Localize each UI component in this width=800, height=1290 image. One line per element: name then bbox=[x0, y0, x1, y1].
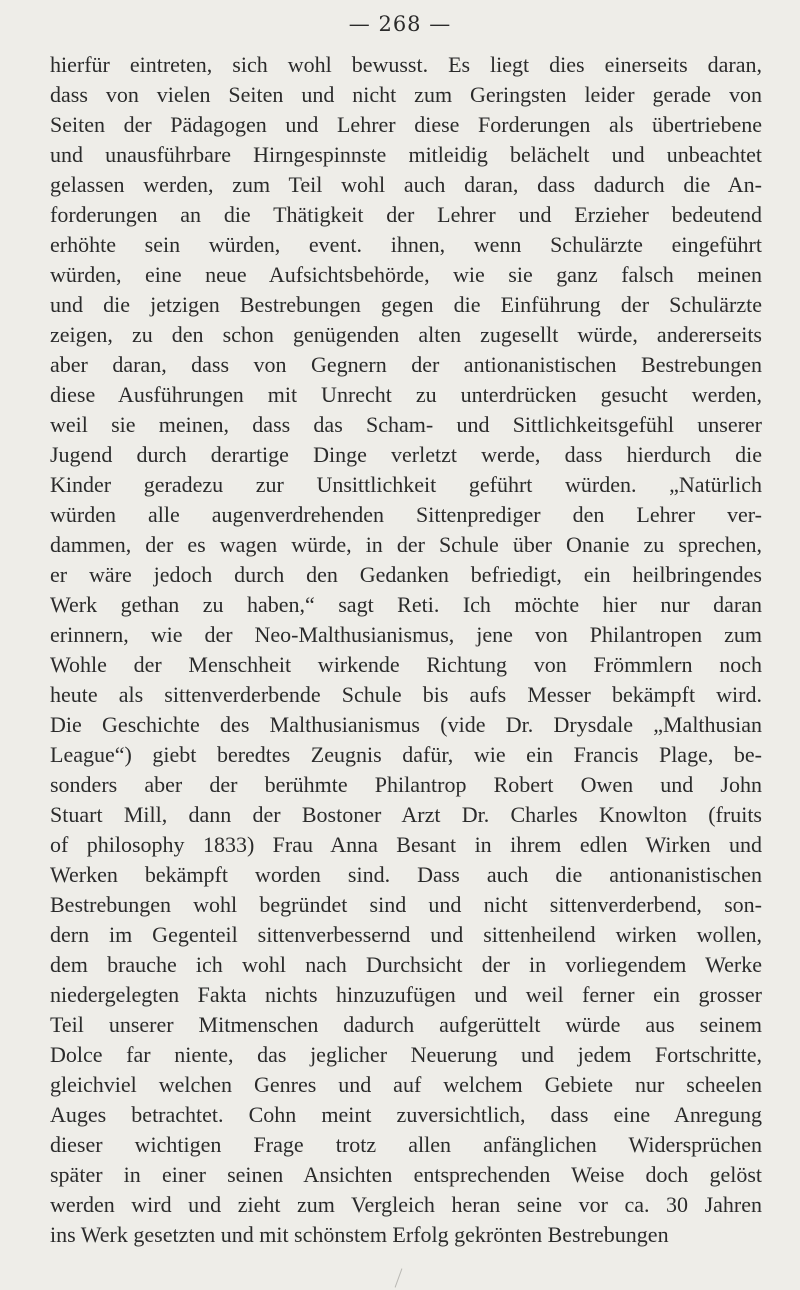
text-line: Auges betrachtet. Cohn meint zuversichtlich, dass eine Anregung bbox=[50, 1102, 762, 1127]
text-line: Dolce far niente, das jeglicher Neuerung und jedem Fortschritte, bbox=[50, 1042, 762, 1067]
text-line: dammen, der es wagen würde, in der Schule über Onanie zu sprechen, bbox=[50, 532, 762, 557]
text-line: niedergelegten Fakta nichts hinzuzufügen und weil ferner ein grosser bbox=[50, 982, 762, 1007]
text-line: werden wird und zieht zum Vergleich heran seine vor ca. 30 Jahren bbox=[50, 1192, 762, 1217]
text-line: sonders aber der berühmte Philantrop Robert Owen und John bbox=[50, 772, 762, 797]
text-line: gleichviel welchen Genres und auf welchem Gebiete nur scheelen bbox=[50, 1072, 762, 1097]
text-line: dem brauche ich wohl nach Durchsicht der in vorliegendem Werke bbox=[50, 952, 762, 977]
text-line: Stuart Mill, dann der Bostoner Arzt Dr. Charles Knowlton (fruits bbox=[50, 802, 762, 827]
text-line: und unausführbare Hirngespinnste mitleidig belächelt und unbeachtet bbox=[50, 142, 762, 167]
text-line: gelassen werden, zum Teil wohl auch daran, dass dadurch die An- bbox=[50, 172, 762, 197]
text-line: würden alle augenverdrehenden Sittenprediger den Lehrer ver- bbox=[50, 502, 762, 527]
text-line: Kinder geradezu zur Unsittlichkeit geführt würden. „Natürlich bbox=[50, 472, 762, 497]
text-line: Jugend durch derartige Dinge verletzt werde, dass hierdurch die bbox=[50, 442, 762, 467]
text-line: erhöhte sein würden, event. ihnen, wenn Schulärzte eingeführt bbox=[50, 232, 762, 257]
text-line: Wohle der Menschheit wirkende Richtung von Frömmlern noch bbox=[50, 652, 762, 677]
stray-pencil-mark bbox=[395, 1268, 403, 1287]
text-line: of philosophy 1833) Frau Anna Besant in ihrem edlen Wirken und bbox=[50, 832, 762, 857]
text-line: später in einer seinen Ansichten entsprechenden Weise doch gelöst bbox=[50, 1162, 762, 1187]
text-line: Werk gethan zu haben,“ sagt Reti. Ich möchte hier nur daran bbox=[50, 592, 762, 617]
text-line: zeigen, zu den schon genügenden alten zugesellt würde, andererseits bbox=[50, 322, 762, 347]
text-line: Werken bekämpft worden sind. Dass auch die antionanistischen bbox=[50, 862, 762, 887]
text-line: würden, eine neue Aufsichtsbehörde, wie sie ganz falsch meinen bbox=[50, 262, 762, 287]
text-line: forderungen an die Thätigkeit der Lehrer und Erzieher bedeutend bbox=[50, 202, 762, 227]
body-text bbox=[50, 50, 762, 1250]
text-line: Seiten der Pädagogen und Lehrer diese Forderungen als übertriebene bbox=[50, 112, 762, 137]
text-line: ins Werk gesetzten und mit schönstem Erfolg gekrönten Bestrebungen bbox=[50, 1222, 669, 1247]
text-line: League“) giebt beredtes Zeugnis dafür, wie ein Francis Plage, be- bbox=[50, 742, 762, 767]
text-line: diese Ausführungen mit Unrecht zu unterdrücken gesucht werden, bbox=[50, 382, 762, 407]
text-line: er wäre jedoch durch den Gedanken befriedigt, ein heilbringendes bbox=[50, 562, 762, 587]
text-line: heute als sittenverderbende Schule bis aufs Messer bekämpft wird. bbox=[50, 682, 762, 707]
text-line: und die jetzigen Bestrebungen gegen die Einführung der Schulärzte bbox=[50, 292, 762, 317]
page-number: — 268 — bbox=[348, 12, 452, 36]
text-line: dieser wichtigen Frage trotz allen anfänglichen Widersprüchen bbox=[50, 1132, 762, 1157]
text-line: Die Geschichte des Malthusianismus (vide Dr. Drysdale „Malthusian bbox=[50, 712, 762, 737]
text-line: Bestrebungen wohl begründet sind und nicht sittenverderbend, son- bbox=[50, 892, 762, 917]
text-line: dern im Gegenteil sittenverbessernd und sittenheilend wirken wollen, bbox=[50, 922, 762, 947]
text-line: erinnern, wie der Neo-Malthusianismus, jene von Philantropen zum bbox=[50, 622, 762, 647]
text-line: weil sie meinen, dass das Scham- und Sittlichkeitsgefühl unserer bbox=[50, 412, 762, 437]
text-line: dass von vielen Seiten und nicht zum Geringsten leider gerade von bbox=[50, 82, 762, 107]
text-line: Teil unserer Mitmenschen dadurch aufgerüttelt würde aus seinem bbox=[50, 1012, 762, 1037]
text-line: hierfür eintreten, sich wohl bewusst. Es liegt dies einerseits daran, bbox=[50, 52, 762, 77]
text-line: aber daran, dass von Gegnern der antionanistischen Bestrebungen bbox=[50, 352, 762, 377]
